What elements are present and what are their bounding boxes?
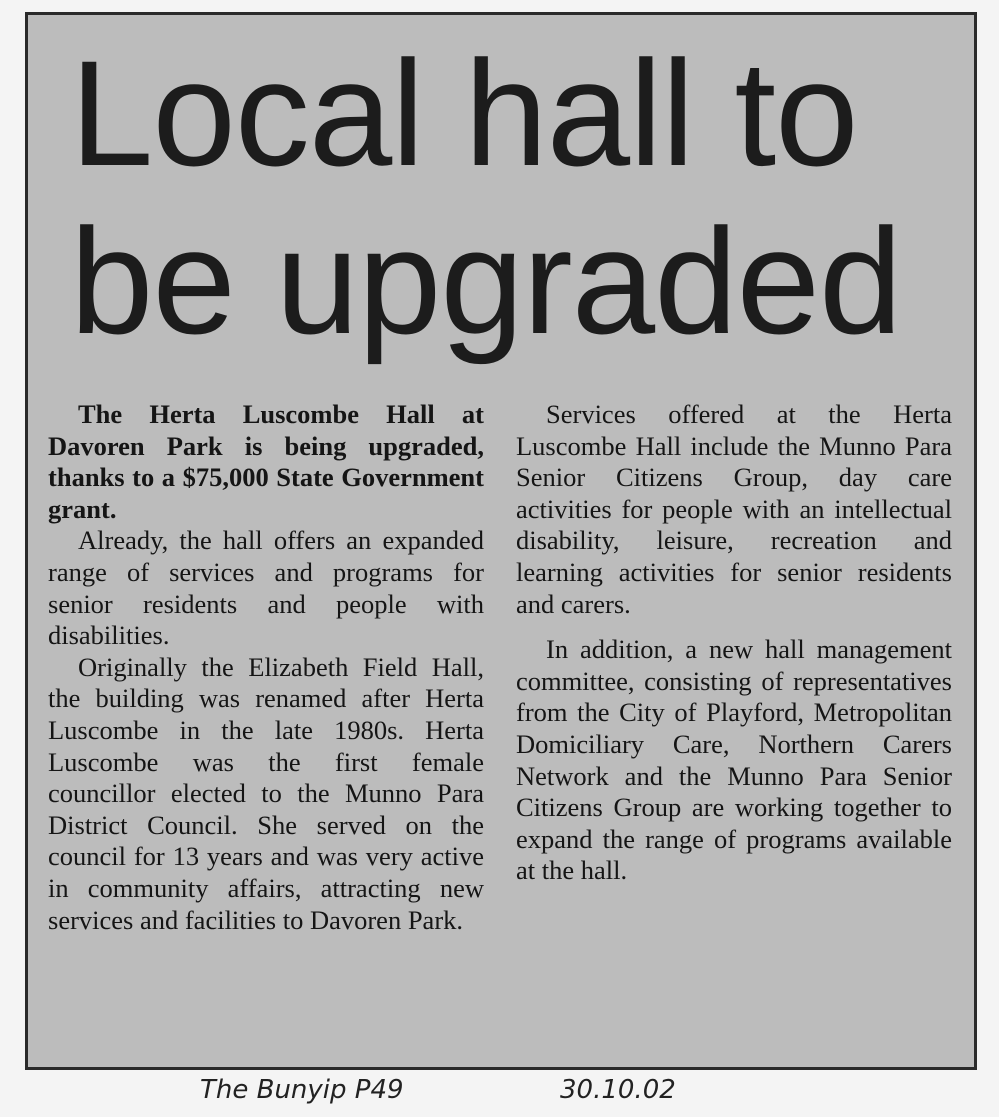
paragraph: Originally the Elizabeth Field Hall, the building was renamed after Herta Luscombe in the late 1980s. Herta Luscombe was the first female councillor elected to the Munno Para District Council. She served on the council for 13 years and was very active in community affairs, attracting new services and facilities to Davoren Park. (48, 651, 484, 935)
paragraph: In addition, a new hall management committee, consisting of representatives from the City of Playford, Metropolitan Domiciliary Care, Northern Carers Network and the Munno Para Senior Citizens Group are working together to expand the range of programs available at the hall. (516, 634, 952, 886)
right-column (516, 399, 952, 887)
left-column (48, 399, 484, 936)
lead-paragraph: The Herta Luscombe Hall at Davoren Park is being upgraded, thanks to a $75,000 State Government grant. (48, 399, 484, 524)
handwritten-date: 30.10.02 (560, 1075, 676, 1105)
headline: Local hall to be upgraded (70, 29, 902, 365)
newspaper-clipping (25, 12, 977, 1070)
paragraph: Services offered at the Herta Luscombe Hall include the Munno Para Senior Citizens Group, day care activities for people with an intellectual disability, leisure, recreation and learning activities for senior residents and carers. (516, 399, 952, 619)
paragraph: Already, the hall offers an expanded range of services and programs for senior residents and people with disabilities. (48, 525, 484, 651)
handwritten-source: The Bunyip P49 (200, 1075, 404, 1105)
